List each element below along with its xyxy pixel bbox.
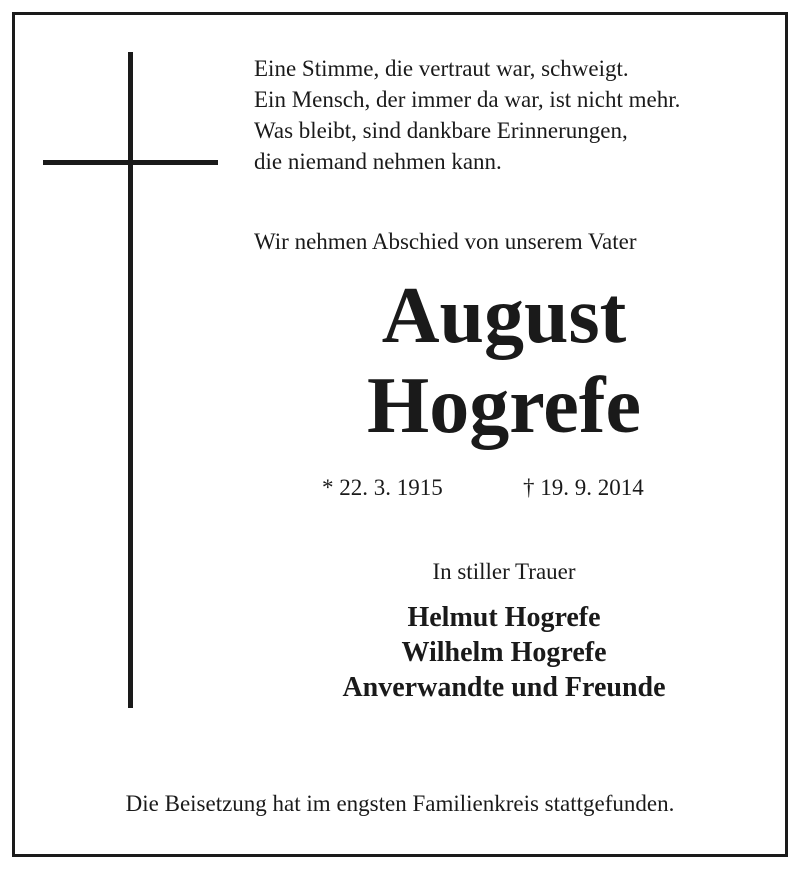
mourner-name: Wilhelm Hogrefe	[401, 637, 607, 668]
deceased-first-name: August	[381, 272, 627, 360]
birth-date: * 22. 3. 1915	[322, 475, 443, 500]
mourners-list	[254, 600, 754, 705]
death-date: † 19. 9. 2014	[523, 475, 644, 500]
burial-note: Die Beisetzung hat im engsten Familienkreis stattgefunden.	[125, 791, 675, 816]
poem-line: die niemand nehmen kann.	[254, 149, 502, 174]
cross-icon-vertical-bar	[128, 52, 133, 708]
farewell-intro: Wir nehmen Abschied von unserem Vater	[254, 229, 637, 254]
mourner-name: Helmut Hogrefe	[407, 602, 601, 633]
poem-line: Was bleibt, sind dankbare Erinnerungen,	[254, 118, 628, 143]
mourning-heading: In stiller Trauer	[432, 559, 576, 584]
memorial-poem	[254, 53, 680, 177]
mourner-name: Anverwandte und Freunde	[342, 672, 666, 703]
poem-line: Ein Mensch, der immer da war, ist nicht mehr.	[254, 87, 681, 112]
poem-line: Eine Stimme, die vertraut war, schweigt.	[254, 56, 629, 81]
deceased-last-name: Hogrefe	[367, 362, 641, 450]
cross-icon-horizontal-bar	[43, 160, 218, 165]
